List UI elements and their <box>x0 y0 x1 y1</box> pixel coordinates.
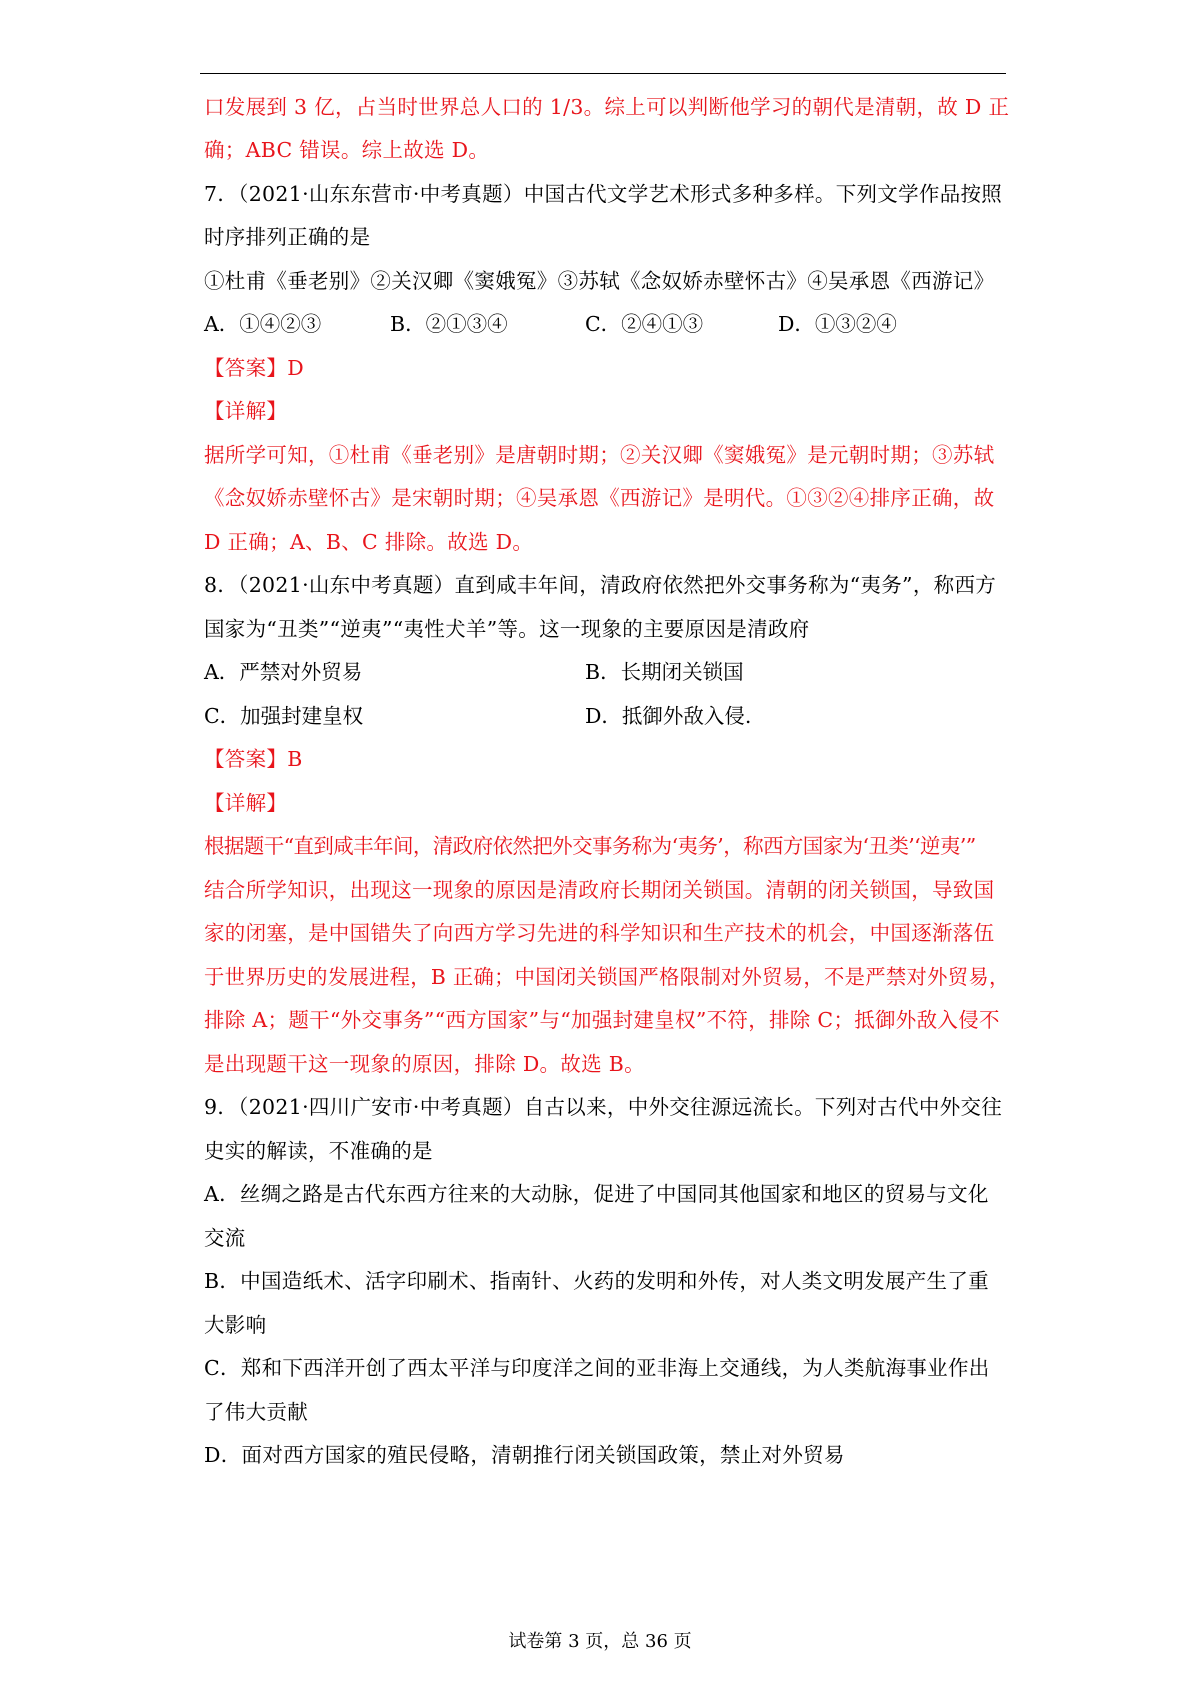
q7-option-d: D．①③②④ <box>778 312 897 336</box>
q8-answer: 【答案】B <box>204 747 303 771</box>
q8-explain-line-6: 是出现题干这一现象的原因，排除 D。故选 B。 <box>204 1052 645 1076</box>
q8-stem-line-2: 国家为“丑类”“逆夷”“夷性犬羊”等。这一现象的主要原因是清政府 <box>204 617 810 641</box>
q7-explain-line-3: D 正确；A、B、C 排除。故选 D。 <box>204 530 534 554</box>
q9-option-b-line-1: B．中国造纸术、活字印刷术、指南针、火药的发明和外传，对人类文明发展产生了重 <box>204 1269 989 1293</box>
q9-option-c-line-1: C．郑和下西洋开创了西太平洋与印度洋之间的亚非海上交通线，为人类航海事业作出 <box>204 1356 990 1380</box>
q8-option-d: D．抵御外敌入侵. <box>585 704 752 728</box>
prev-explain-line-2: 确；ABC 错误。综上故选 D。 <box>204 138 490 162</box>
q7-option-c: C．②④①③ <box>585 312 704 336</box>
q8-option-a: A．严禁对外贸易 <box>204 660 363 684</box>
q8-option-c: C．加强封建皇权 <box>204 704 364 728</box>
q7-option-a: A．①④②③ <box>204 312 322 336</box>
q7-detail-label: 【详解】 <box>204 399 288 423</box>
q8-stem-line-1: 8．（2021·山东中考真题）直到咸丰年间，清政府依然把外交事务称为“夷务”，称西方 <box>204 573 997 597</box>
q9-option-d: D．面对西方国家的殖民侵略，清朝推行闭关锁国政策，禁止对外贸易 <box>204 1443 845 1467</box>
q8-explain-line-4: 于世界历史的发展进程，B 正确；中国闭关锁国严格限制对外贸易，不是严禁对外贸易， <box>204 965 1010 989</box>
q7-stem-line-1: 7．（2021·山东东营市·中考真题）中国古代文学艺术形式多种多样。下列文学作品按照 <box>204 182 1003 206</box>
q8-option-b: B．长期闭关锁国 <box>585 660 744 684</box>
q9-stem-line-1: 9．（2021·四川广安市·中考真题）自古以来，中外交往源远流长。下列对古代中外交往 <box>204 1095 1003 1119</box>
prev-explain-line-1: 口发展到 3 亿，占当时世界总人口的 1/3。综上可以判断他学习的朝代是清朝，故 D 正 <box>204 95 1010 119</box>
header-rule <box>200 73 1006 74</box>
q8-explain-line-3: 家的闭塞，是中国错失了向西方学习先进的科学知识和生产技术的机会，中国逐渐落伍 <box>204 921 995 945</box>
q7-items: ①杜甫《垂老别》②关汉卿《窦娥冤》③苏轼《念奴娇赤壁怀古》④吴承恩《西游记》 <box>204 269 995 293</box>
q7-explain-line-2: 《念奴娇赤壁怀古》是宋朝时期；④吴承恩《西游记》是明代。①③②④排序正确，故 <box>204 486 995 510</box>
q9-option-b-line-2: 大影响 <box>204 1313 267 1337</box>
q7-explain-line-1: 据所学可知，①杜甫《垂老别》是唐朝时期；②关汉卿《窦娥冤》是元朝时期；③苏轼 <box>204 443 995 467</box>
q7-answer: 【答案】D <box>204 356 304 380</box>
q8-explain-line-2: 结合所学知识，出现这一现象的原因是清政府长期闭关锁国。清朝的闭关锁国，导致国 <box>204 878 995 902</box>
q9-option-a-line-2: 交流 <box>204 1226 246 1250</box>
q8-detail-label: 【详解】 <box>204 791 288 815</box>
q8-explain-line-1: 根据题干“直到咸丰年间，清政府依然把外交事务称为‘夷务’，称西方国家为‘丑类’‘逆夷’” <box>204 834 976 858</box>
q9-stem-line-2: 史实的解读，不准确的是 <box>204 1139 433 1163</box>
q9-option-a-line-1: A．丝绸之路是古代东西方往来的大动脉，促进了中国同其他国家和地区的贸易与文化 <box>204 1182 989 1206</box>
q7-stem-line-2: 时序排列正确的是 <box>204 225 371 249</box>
q8-explain-line-5: 排除 A；题干“外交事务”“西方国家”与“加强封建皇权”不符，排除 C；抵御外敌入侵不 <box>204 1008 1000 1032</box>
q9-option-c-line-2: 了伟大贡献 <box>204 1400 308 1424</box>
q7-option-b: B．②①③④ <box>390 312 508 336</box>
page-footer: 试卷第 3 页，总 36 页 <box>508 1631 692 1652</box>
